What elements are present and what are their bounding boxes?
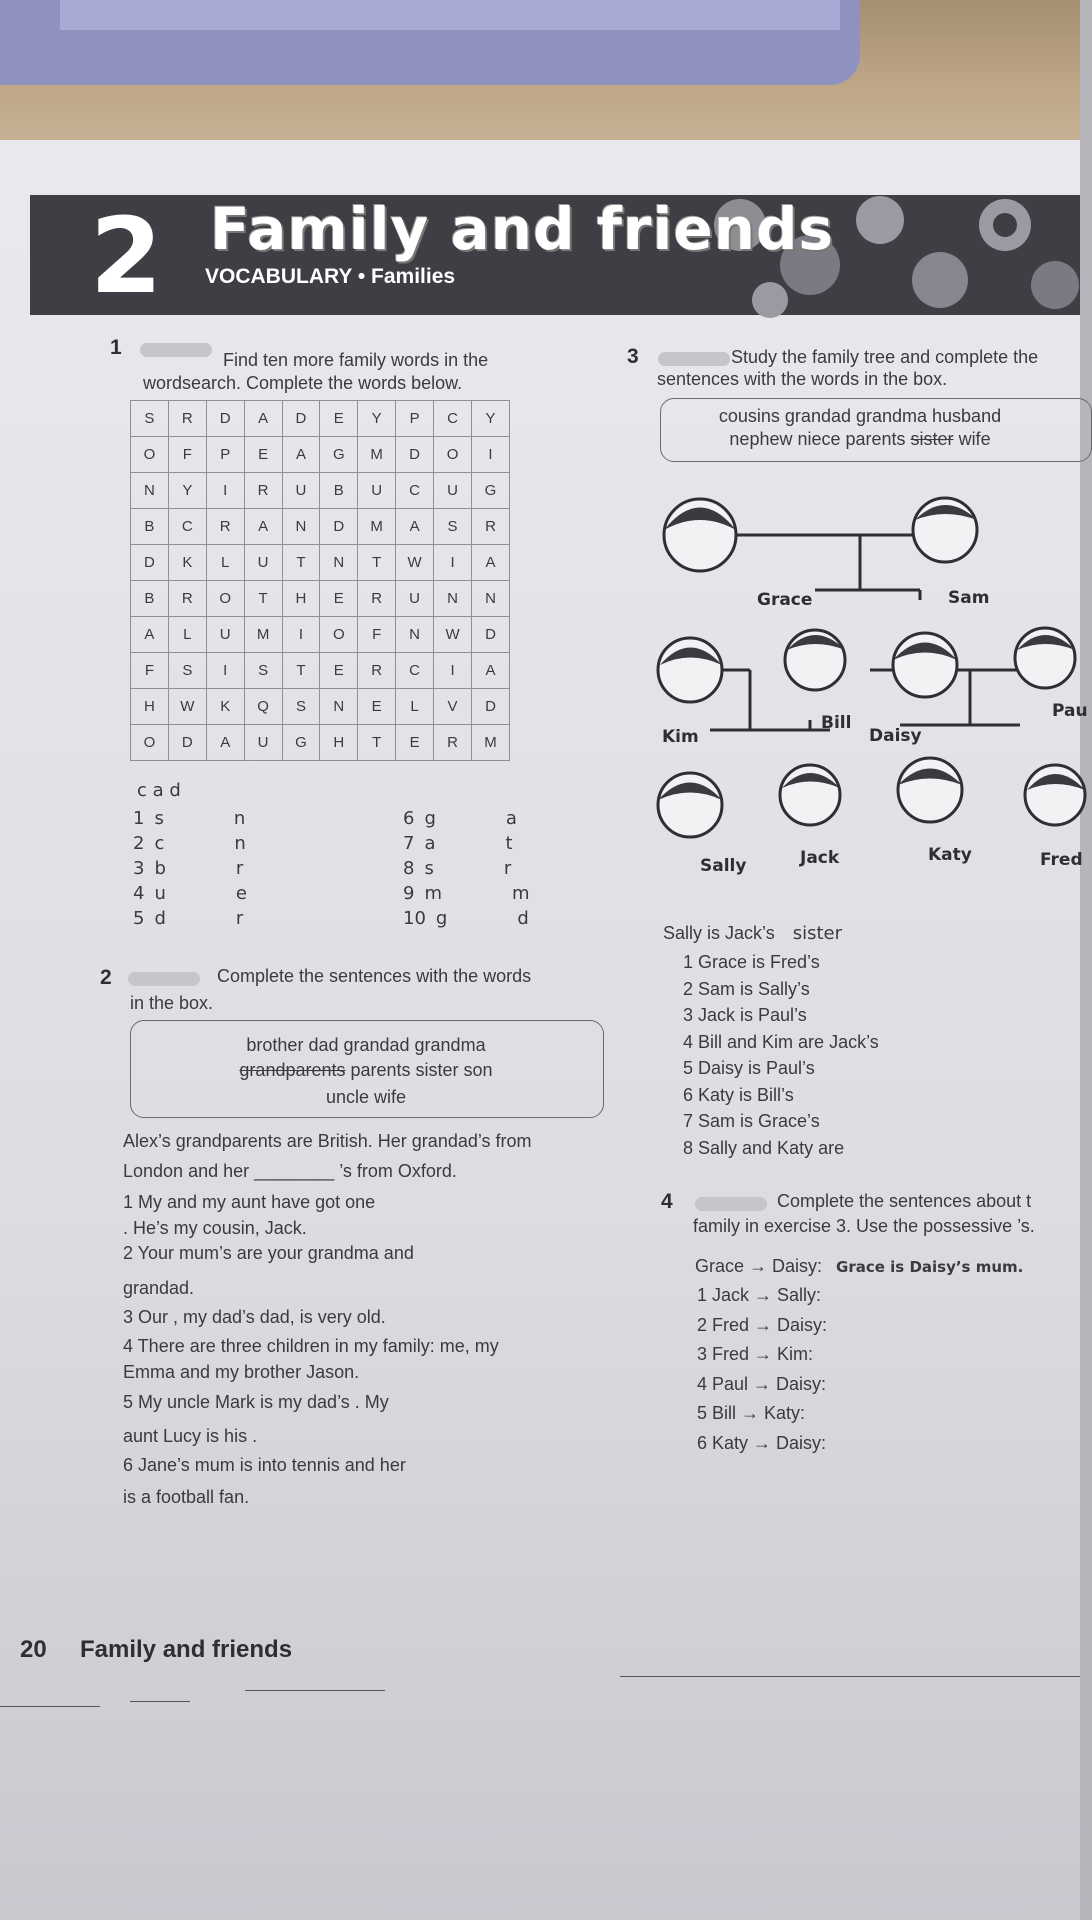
ex1-item-n: 1 <box>133 808 145 829</box>
footer-rule-4 <box>620 1676 1080 1677</box>
grid-cell: E <box>358 689 396 725</box>
grid-cell: I <box>206 473 244 509</box>
ex4-number: 4 <box>661 1190 673 1213</box>
ex2-box-row-2-rest: parents sister son <box>345 1060 493 1080</box>
tree-name-grace: Grace <box>757 590 813 610</box>
ex1-item <box>403 858 511 879</box>
ex4-item: 6 Katy → Daisy: <box>697 1432 827 1453</box>
grid-cell: A <box>282 437 320 473</box>
grid-cell: N <box>472 581 510 617</box>
ex1-item-end: d <box>517 908 529 929</box>
grid-cell: F <box>168 437 206 473</box>
ex1-item-n: 2 <box>133 833 145 854</box>
grid-cell: R <box>472 509 510 545</box>
grid-cell: N <box>282 509 320 545</box>
ex1-item <box>403 908 529 929</box>
grid-cell: Y <box>472 401 510 437</box>
grid-cell: G <box>320 437 358 473</box>
page-number: 20 <box>20 1636 47 1663</box>
ex1-item-n: 9 <box>403 883 415 904</box>
grid-cell: L <box>168 617 206 653</box>
grid-cell: R <box>358 653 396 689</box>
footer-title: Family and friends <box>80 1636 293 1663</box>
ex2-sentence: 5 My uncle Mark is my dad’s . My <box>123 1392 389 1412</box>
grid-cell: O <box>320 617 358 653</box>
grid-cell: F <box>358 617 396 653</box>
grid-cell: U <box>358 473 396 509</box>
grid-cell: O <box>434 437 472 473</box>
grid-cell: A <box>244 509 282 545</box>
ex1-number: 1 <box>110 336 122 359</box>
footer-rule-1 <box>0 1706 100 1707</box>
tree-name-paul: Pau <box>1052 701 1088 721</box>
grid-cell: U <box>434 473 472 509</box>
grid-cell: K <box>168 545 206 581</box>
grid-row <box>131 401 510 437</box>
ex1-item-end: t <box>505 833 513 854</box>
blue-folder <box>0 0 860 85</box>
ex1-item-n: 4 <box>133 883 145 904</box>
unit-subtitle: VOCABULARY • Families <box>205 265 456 288</box>
tree-name-daisy: Daisy <box>869 726 922 746</box>
tree-name-bill: Bill <box>821 713 852 733</box>
grid-cell: I <box>472 437 510 473</box>
grid-cell: N <box>320 689 358 725</box>
grid-cell: A <box>206 725 244 761</box>
tree-name-sam: Sam <box>948 588 990 608</box>
ex1-item-start: a <box>424 833 436 854</box>
ex2-sentence: is a football fan. <box>123 1487 250 1507</box>
ex1-item-n: 10 <box>403 908 426 929</box>
grid-row <box>131 689 510 725</box>
ex2-instruction-2: in the box. <box>130 993 214 1013</box>
ex1-item <box>133 833 246 854</box>
grid-cell: V <box>434 689 472 725</box>
ex4-instruction-1: Complete the sentences about t <box>777 1191 1032 1211</box>
ex3-example-answer: sister <box>792 923 842 944</box>
grid-cell: U <box>206 617 244 653</box>
ex1-item <box>133 808 245 829</box>
ex1-item-start: d <box>154 908 166 929</box>
grid-cell: H <box>282 581 320 617</box>
grid-cell: D <box>396 437 434 473</box>
tree-name-fred: Fred <box>1040 850 1083 870</box>
grid-cell: D <box>168 725 206 761</box>
grid-cell: F <box>131 653 169 689</box>
tree-name-jack: Jack <box>800 848 840 868</box>
ex3-sentence: 5 Daisy is Paul’s <box>683 1058 815 1078</box>
footer-rule-3 <box>245 1690 385 1691</box>
grid-row <box>131 545 510 581</box>
ex1-item-start: u <box>154 883 166 904</box>
ex4-item: 2 Fred → Daisy: <box>697 1314 828 1335</box>
ex2-box-used-word: grandparents <box>239 1060 346 1080</box>
ex2-sentence: grandad. <box>123 1278 195 1298</box>
ex2-number: 2 <box>100 966 112 989</box>
ex2-sentence: aunt Lucy is his . <box>123 1426 258 1446</box>
grid-cell: U <box>244 545 282 581</box>
grid-cell: I <box>434 545 472 581</box>
grid-cell: Y <box>358 401 396 437</box>
ex4-item: 1 Jack → Sally: <box>697 1285 822 1305</box>
ex1-item-end: n <box>234 833 246 854</box>
grid-cell: N <box>320 545 358 581</box>
ex2-sentence: . He’s my cousin, Jack. <box>123 1218 307 1238</box>
grid-cell: I <box>434 653 472 689</box>
ex2-tag <box>128 972 200 986</box>
grid-cell: E <box>320 401 358 437</box>
grid-cell: A <box>131 617 169 653</box>
grid-cell: M <box>472 725 510 761</box>
grid-cell: H <box>320 725 358 761</box>
grid-cell: H <box>131 689 169 725</box>
ex1-item-end: n <box>233 808 246 829</box>
grid-cell: R <box>168 581 206 617</box>
ex1-example: c a d <box>137 780 181 801</box>
grid-cell: E <box>244 437 282 473</box>
ex1-item-end: r <box>235 858 244 879</box>
grid-cell: C <box>396 473 434 509</box>
ex1-item <box>403 883 530 904</box>
ex1-item-n: 7 <box>403 833 415 854</box>
grid-row <box>131 653 510 689</box>
grid-row <box>131 725 510 761</box>
grid-cell: S <box>131 401 169 437</box>
ex1-item-start: g <box>435 908 448 929</box>
ex2-box-row-2 <box>130 1060 602 1081</box>
grid-cell: M <box>358 437 396 473</box>
ex4-item: 4 Paul → Daisy: <box>697 1373 827 1394</box>
ex3-box-row-2-post: wife <box>953 429 991 449</box>
ex2-sentence: 4 There are three children in my family: me, my <box>123 1336 499 1356</box>
ex1-item-n: 6 <box>403 808 415 829</box>
grid-cell: E <box>396 725 434 761</box>
grid-cell: R <box>434 725 472 761</box>
grid-cell: T <box>244 581 282 617</box>
ex1-item-end: a <box>505 808 517 829</box>
ex3-instruction-2: sentences with the words in the box. <box>657 369 948 389</box>
ex3-sentence: 1 Grace is Fred’s <box>683 952 820 972</box>
ex4-example-answer: Grace is Daisy’s mum. <box>836 1258 1024 1276</box>
tree-name-sally: Sally <box>700 856 747 876</box>
grid-cell: S <box>244 653 282 689</box>
grid-cell: W <box>168 689 206 725</box>
tree-name-kim: Kim <box>662 727 699 747</box>
ex1-item <box>403 833 513 854</box>
ex1-item-start: g <box>424 808 436 829</box>
grid-row <box>131 473 510 509</box>
grid-cell: A <box>472 653 510 689</box>
ex2-box-row-1: brother dad grandad grandma <box>246 1035 486 1055</box>
grid-cell: U <box>396 581 434 617</box>
grid-cell: N <box>131 473 169 509</box>
ex3-box-used-word: sister <box>910 429 954 449</box>
grid-cell: M <box>358 509 396 545</box>
grid-row <box>131 509 510 545</box>
grid-cell: B <box>131 581 169 617</box>
ex2-sentence: Alex’s grandparents are British. Her grandad’s from <box>123 1131 532 1151</box>
wordsearch-grid <box>130 400 510 761</box>
grid-cell: D <box>206 401 244 437</box>
grid-cell: S <box>168 653 206 689</box>
ex3-sentence: 4 Bill and Kim are Jack’s <box>683 1031 879 1052</box>
ex1-item-end: r <box>235 908 244 929</box>
ex3-sentence: 2 Sam is Sally’s <box>683 978 810 999</box>
grid-cell: D <box>320 509 358 545</box>
grid-cell: W <box>396 545 434 581</box>
ex2-sentence: 1 My and my aunt have got one <box>123 1192 376 1212</box>
ex3-example <box>663 923 842 944</box>
unit-number: 2 <box>90 195 163 317</box>
grid-cell: P <box>396 401 434 437</box>
grid-cell: A <box>472 545 510 581</box>
grid-cell: S <box>434 509 472 545</box>
ex1-item-n: 5 <box>133 908 145 929</box>
ex1-item-n: 8 <box>403 858 415 879</box>
ex1-instruction-2: wordsearch. Complete the words below. <box>143 373 463 393</box>
grid-cell: E <box>320 581 358 617</box>
ex3-sentence: 3 Jack is Paul’s <box>683 1005 807 1025</box>
ex1-tag <box>140 343 212 357</box>
grid-cell: Y <box>168 473 206 509</box>
ex1-item <box>403 808 517 829</box>
ex2-sentence: 6 Jane’s mum is into tennis and her <box>123 1455 406 1475</box>
grid-cell: C <box>168 509 206 545</box>
grid-cell: G <box>472 473 510 509</box>
ex1-item-start: c <box>154 833 165 854</box>
grid-row <box>131 437 510 473</box>
ex1-item-end: e <box>235 883 247 904</box>
grid-cell: N <box>396 617 434 653</box>
ex2-sentence: Emma and my brother Jason. <box>123 1362 360 1382</box>
grid-cell: C <box>434 401 472 437</box>
ex3-sentence: 6 Katy is Bill’s <box>683 1084 794 1105</box>
folder-edge <box>60 0 840 30</box>
grid-cell: D <box>282 401 320 437</box>
ex3-tag <box>658 352 730 366</box>
grid-cell: R <box>168 401 206 437</box>
grid-cell: O <box>131 725 169 761</box>
ex2-sentence: London and her ________ ’s from Oxford. <box>123 1161 457 1181</box>
grid-cell: T <box>358 725 396 761</box>
unit-title: Family and friends <box>210 195 835 263</box>
grid-cell: O <box>206 581 244 617</box>
grid-cell: N <box>434 581 472 617</box>
grid-cell: D <box>131 545 169 581</box>
grid-cell: I <box>282 617 320 653</box>
ex1-item-start: b <box>154 858 166 879</box>
ex1-item-start: s <box>424 858 434 879</box>
grid-cell: O <box>131 437 169 473</box>
ex1-item <box>133 908 243 929</box>
grid-cell: D <box>472 617 510 653</box>
ex2-instruction-1: Complete the sentences with the words <box>217 966 532 986</box>
ex2-box-row-3: uncle wife <box>325 1087 407 1107</box>
grid-cell: I <box>206 653 244 689</box>
ex1-item-n: 3 <box>133 858 145 879</box>
grid-cell: T <box>282 545 320 581</box>
ex4-instruction-2: family in exercise 3. Use the possessive ’s. <box>693 1216 1035 1236</box>
grid-row <box>131 617 510 653</box>
ex1-item-end: r <box>503 858 512 879</box>
grid-cell: S <box>282 689 320 725</box>
grid-cell: W <box>434 617 472 653</box>
family-tree-illustration <box>650 490 1080 890</box>
ex3-box-row-1: cousins grandad grandma husband <box>718 406 1002 426</box>
ex3-example-text: Sally is Jack’s <box>663 923 775 943</box>
ex1-item <box>133 883 247 904</box>
grid-cell: A <box>396 509 434 545</box>
footer-rule-2 <box>130 1701 190 1702</box>
ex1-item-start: m <box>424 883 442 904</box>
ex1-item-end: m <box>512 883 530 904</box>
ex4-tag <box>695 1197 767 1211</box>
grid-cell: G <box>282 725 320 761</box>
grid-cell: R <box>244 473 282 509</box>
grid-cell: U <box>282 473 320 509</box>
ex3-instruction-1: Study the family tree and complete the <box>731 347 1039 367</box>
grid-cell: U <box>244 725 282 761</box>
grid-cell: M <box>244 617 282 653</box>
grid-cell: T <box>358 545 396 581</box>
grid-cell: R <box>206 509 244 545</box>
ex3-number: 3 <box>627 345 639 368</box>
ex4-item: 5 Bill → Katy: <box>697 1403 806 1423</box>
ex4-item: 3 Fred → Kim: <box>697 1344 814 1364</box>
grid-cell: B <box>320 473 358 509</box>
grid-cell: L <box>206 545 244 581</box>
grid-cell: E <box>320 653 358 689</box>
grid-cell: A <box>244 401 282 437</box>
grid-cell: K <box>206 689 244 725</box>
ex4-example-text: Grace → Daisy: <box>695 1256 823 1276</box>
grid-cell: P <box>206 437 244 473</box>
grid-row <box>131 581 510 617</box>
ex1-item <box>133 858 243 879</box>
ex4-example <box>695 1256 1023 1277</box>
ex3-sentence: 8 Sally and Katy are <box>683 1137 845 1158</box>
grid-cell: T <box>282 653 320 689</box>
tree-name-katy: Katy <box>928 845 972 865</box>
grid-cell: R <box>358 581 396 617</box>
grid-cell: L <box>396 689 434 725</box>
ex3-sentence: 7 Sam is Grace’s <box>683 1111 820 1131</box>
ex2-sentence: 3 Our , my dad’s dad, is very old. <box>123 1307 386 1327</box>
ex3-box-row-2 <box>660 429 1060 450</box>
ex1-instruction-1: Find ten more family words in the <box>223 350 489 370</box>
ex2-sentence: 2 Your mum’s are your grandma and <box>123 1243 414 1263</box>
grid-cell: C <box>396 653 434 689</box>
ex1-item-start: s <box>154 808 164 829</box>
grid-cell: D <box>472 689 510 725</box>
grid-cell: B <box>131 509 169 545</box>
ex3-box-row-2-pre: nephew niece parents <box>729 429 911 449</box>
grid-cell: Q <box>244 689 282 725</box>
